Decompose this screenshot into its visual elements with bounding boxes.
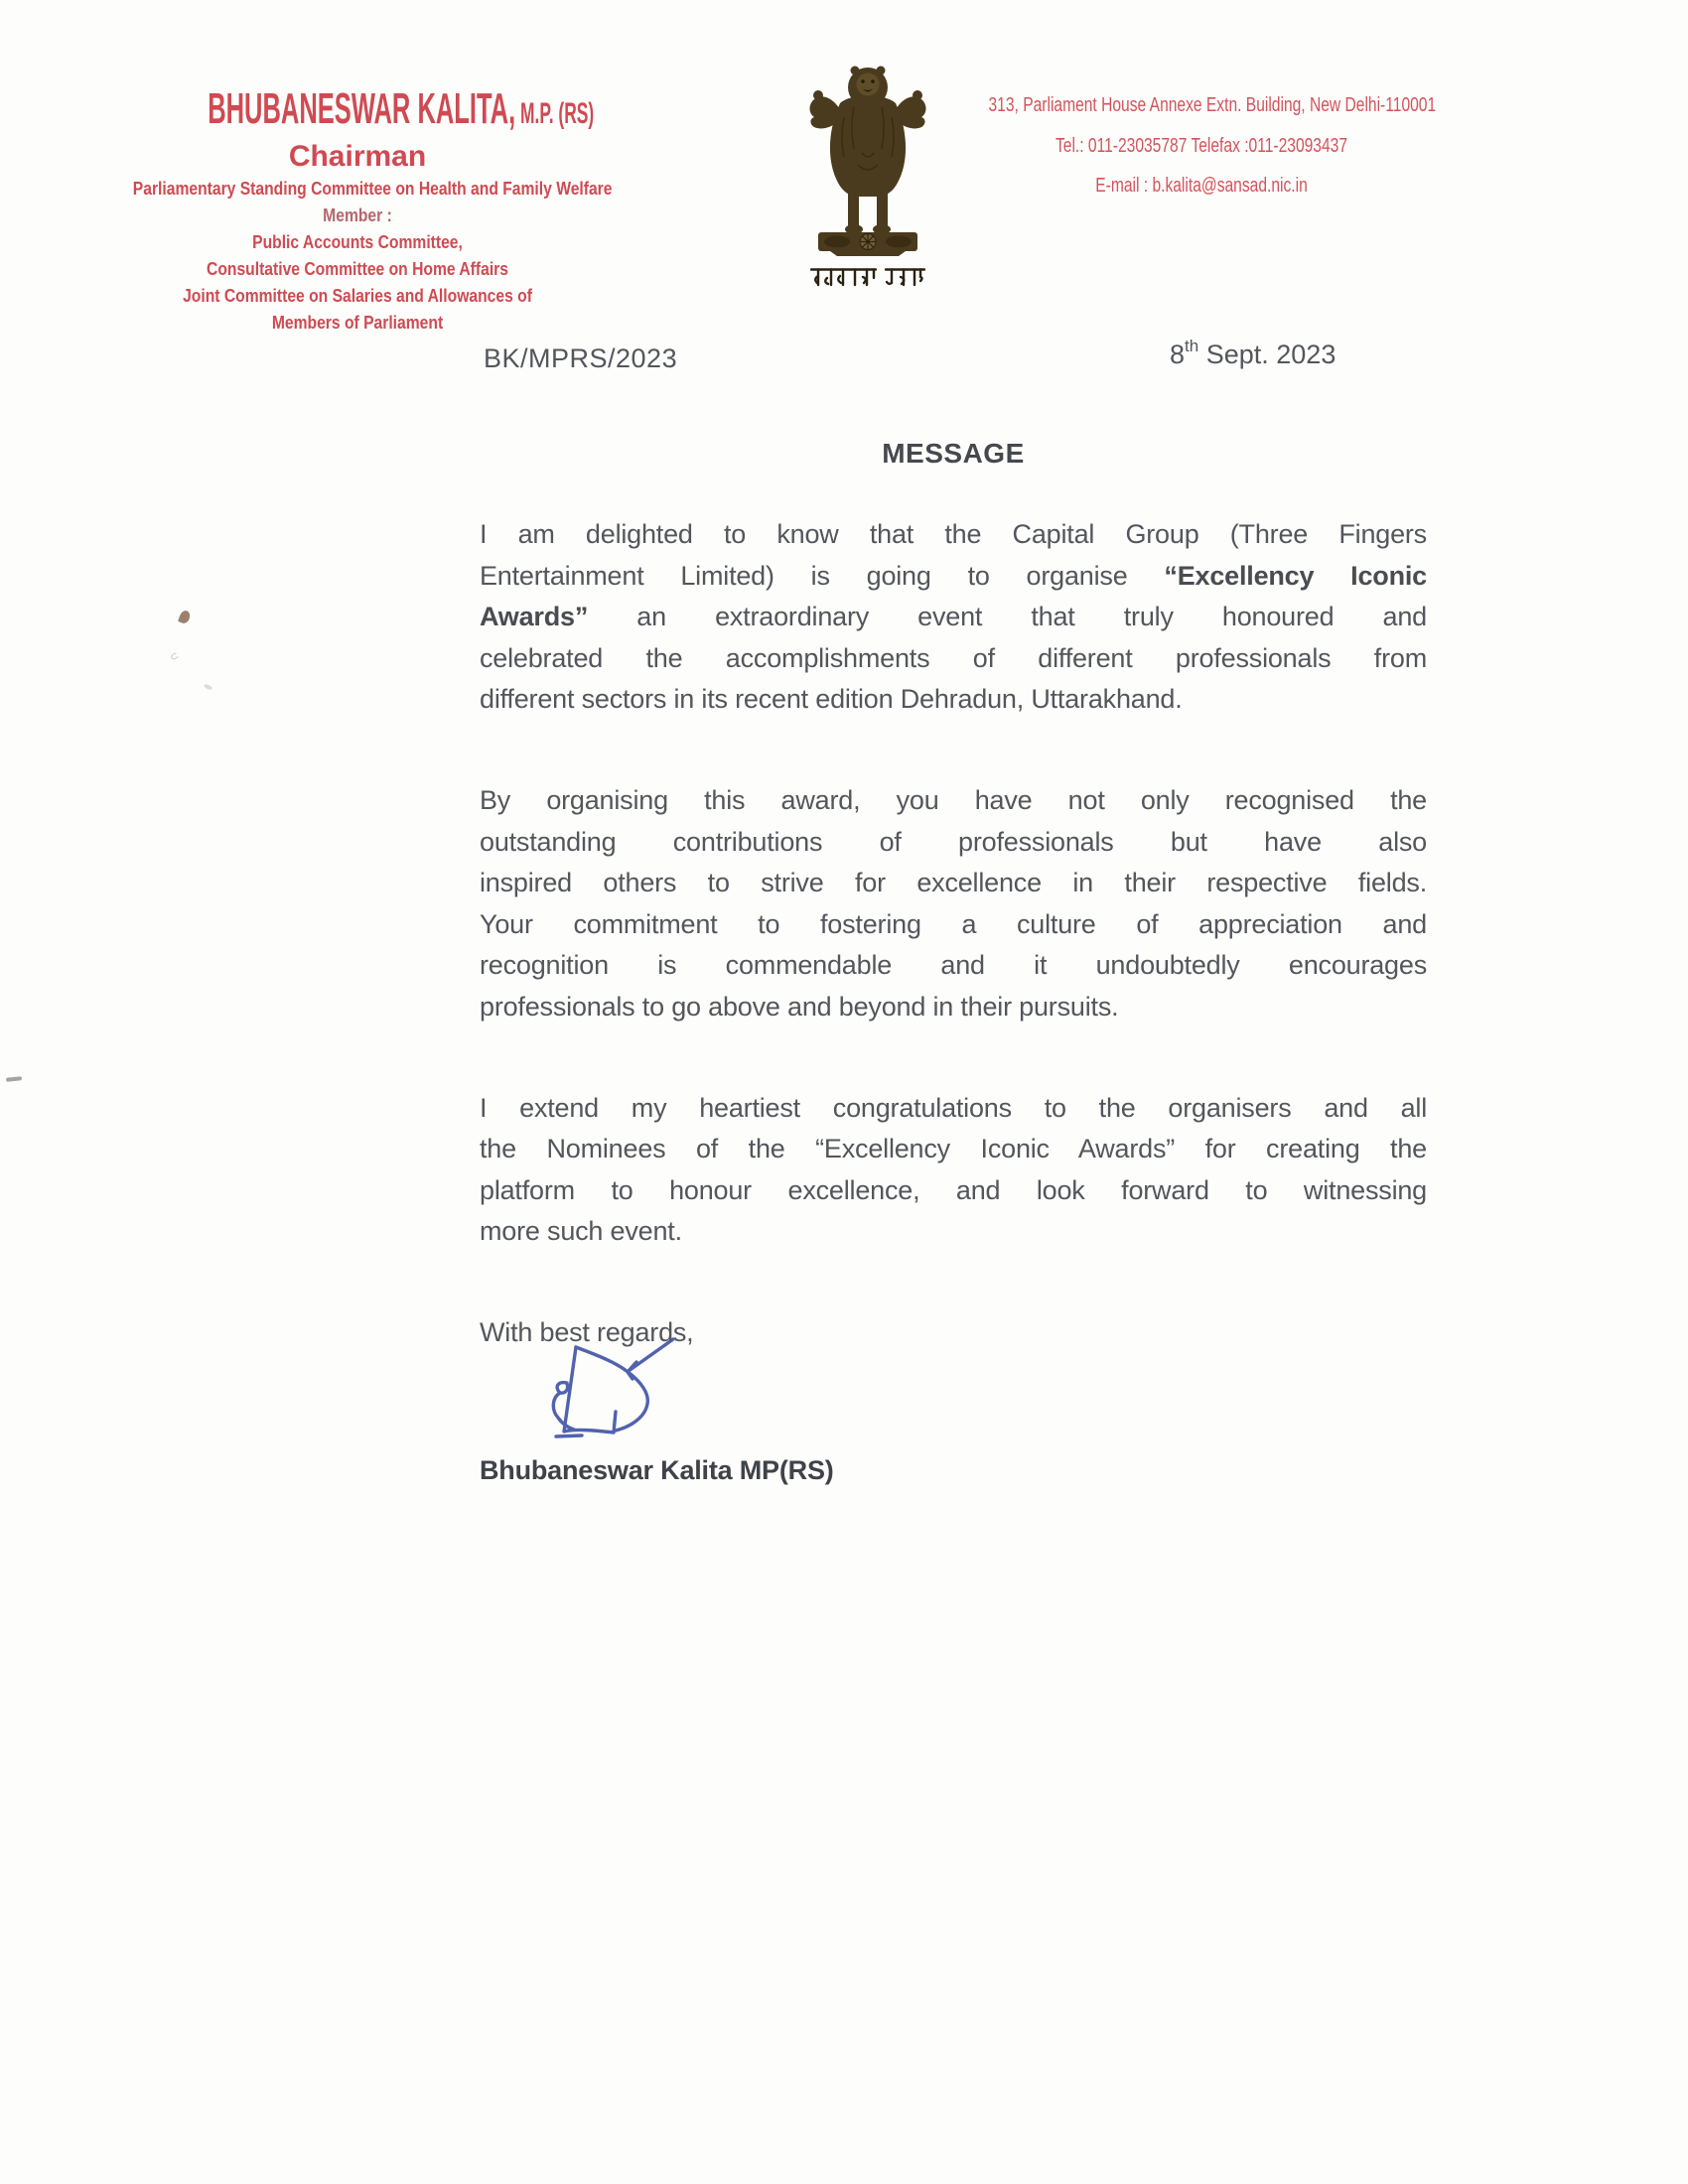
contact-line: Tel.: 011-23035787 Telefax :011-23093437 xyxy=(1055,134,1348,157)
paragraph-line: outstanding contributions of professionals but have also xyxy=(480,826,1427,857)
letter-paragraphs xyxy=(480,514,1427,1253)
committee-line: Member : xyxy=(323,205,392,225)
paragraph-line: celebrated the accomplishments of different professionals from xyxy=(480,642,1427,673)
committee-line: Joint Committee on Salaries and Allowances of xyxy=(183,286,532,306)
scan-artifact xyxy=(6,1076,22,1082)
emblem-motto xyxy=(810,266,925,288)
scan-artifact xyxy=(204,683,213,690)
ashoka-lion-capital-icon xyxy=(804,58,931,256)
paragraph-line: Awards” an extraordinary event that truly honoured and xyxy=(480,602,1427,632)
letter-paragraph xyxy=(480,780,1427,1028)
sender-name-suffix: M.P. (RS) xyxy=(515,97,595,130)
signatory-name: Bhubaneswar Kalita MP(RS) xyxy=(480,1454,834,1485)
letter-body xyxy=(480,514,1427,1491)
committee-line: Consultative Committee on Home Affairs xyxy=(207,259,508,279)
paragraph-line: By organising this award, you have not only recognised the xyxy=(480,784,1427,815)
signature-scribble xyxy=(536,1334,685,1443)
committee-line: Members of Parliament xyxy=(271,313,444,333)
contact-block xyxy=(928,85,1475,206)
paragraph-line: platform to honour excellence, and look forward to witnessing xyxy=(480,1174,1427,1205)
contact-line: E-mail : b.kalita@sansad.nic.in xyxy=(1095,175,1308,197)
signoff: With best regards, xyxy=(480,1316,694,1347)
paragraph-line: different sectors in its recent edition Dehradun, Uttarakhand. xyxy=(480,684,1183,715)
committee-lines xyxy=(99,176,616,337)
letter-paragraph xyxy=(480,1088,1427,1253)
sender-block xyxy=(99,85,616,337)
paragraph-line: professionals to go above and beyond in their pursuits. xyxy=(480,991,1119,1022)
paragraph-line: inspired others to strive for excellence in their respective fields. xyxy=(480,868,1427,898)
scan-artifact xyxy=(178,610,192,625)
reference-number: BK/MPRS/2023 xyxy=(484,343,678,373)
paragraph-line: more such event. xyxy=(480,1216,682,1247)
message-heading: MESSAGE xyxy=(882,438,1025,469)
committee-line: Public Accounts Committee, xyxy=(252,232,463,252)
paragraph-line: I am delighted to know that the Capital Group (Three Fingers xyxy=(480,519,1427,549)
scan-artifact xyxy=(170,651,180,660)
paragraph-line: Entertainment Limited) is going to organise “Excellency Iconic xyxy=(480,560,1427,591)
paragraph-line: Your commitment to fostering a culture of appreciation and xyxy=(480,908,1427,939)
paragraph-line: recognition is commendable and it undoubtedly encourages xyxy=(480,950,1427,981)
date-rest: Sept. 2023 xyxy=(1198,340,1336,369)
letter-date xyxy=(1170,339,1336,370)
letter-paragraph xyxy=(480,514,1427,721)
sender-title: Chairman xyxy=(288,140,427,173)
date-ordinal: th xyxy=(1185,337,1199,355)
committee-line: Parliamentary Standing Committee on Health and Family Welfare xyxy=(132,179,613,199)
date-day: 8 xyxy=(1170,340,1186,369)
national-emblem-block xyxy=(804,58,931,293)
paragraph-line: the Nominees of the “Excellency Iconic Awards” for creating the xyxy=(480,1134,1427,1164)
paragraph-line: I extend my heartiest congratulations to the organisers and all xyxy=(480,1092,1427,1123)
signature-block xyxy=(480,1354,1427,1450)
sender-name: BHUBANESWAR KALITA, xyxy=(208,84,516,133)
sender-name-line xyxy=(208,84,595,138)
contact-line: 313, Parliament House Annexe Extn. Building, New Delhi-110001 xyxy=(988,94,1437,116)
